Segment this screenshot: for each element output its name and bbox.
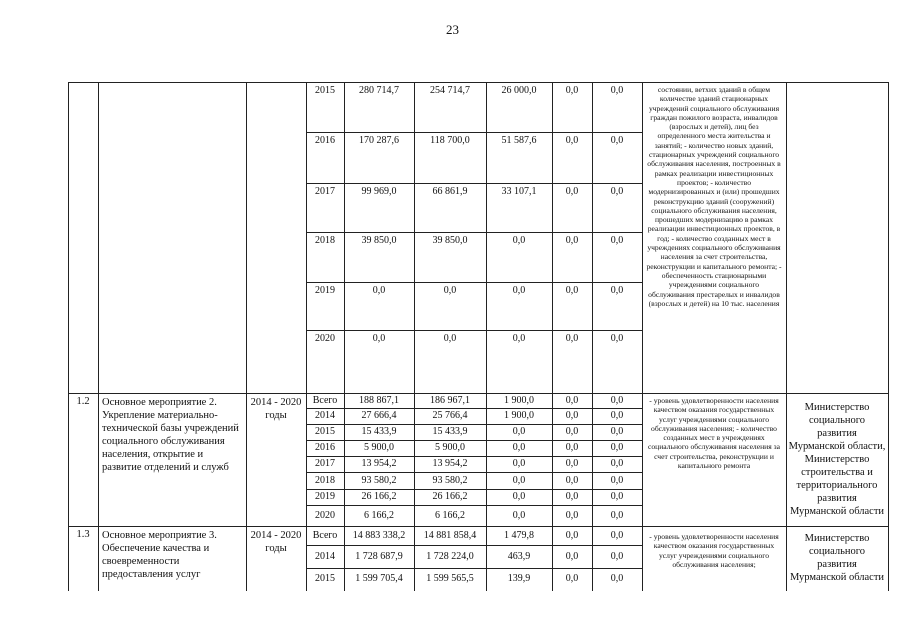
amount-cell: 0,0 [610,85,624,96]
amount-cell: 99 969,0 [361,186,397,197]
amount-cell: 0,0 [565,333,579,344]
amount-cell: 26 000,0 [501,85,537,96]
amount-cell: 0,0 [512,509,526,521]
column-border [642,82,643,591]
amount-cell: 0,0 [372,285,386,296]
column-border [246,82,247,591]
amount-cell: 0,0 [565,474,579,486]
activity-name: Основное мероприятие 2. Укрепление материально-технической базы учреждений социального обслуживания населения, открытие и развитие отделений и служб [102,397,239,473]
amount-cell: 15 433,9 [432,426,468,437]
amount-cell: 0,0 [565,529,579,541]
amount-cell: 139,9 [507,573,531,584]
year-cell: 2017 [315,186,335,197]
amount-cell: 6 166,2 [435,509,465,521]
indicator-text: - уровень удовлетворенности населения качеством оказания государственных услуг учреждениями социального обслуживания населения; - количество созданных мест в учреждениях социального обслуживания населения за счет строительства, реконструкции и капитального ремонта [648,396,780,471]
amount-cell: 6 166,2 [364,509,394,521]
amount-cell: 0,0 [610,285,624,296]
row-border [306,183,643,184]
row-border [306,568,643,569]
row-border [306,440,643,441]
row-border [68,526,889,527]
amount-cell: 13 954,2 [432,458,468,469]
activity-name: Основное мероприятие 3. Обеспечение качества и своевременности предоставления услуг [102,530,217,580]
amount-cell: 26 166,2 [432,491,468,502]
amount-cell: 0,0 [443,333,457,344]
column-border [888,82,889,591]
amount-cell: 1 599 565,5 [426,573,474,584]
year-cell: 2016 [315,135,335,146]
row-border [306,132,643,133]
amount-cell: 254 714,7 [430,85,470,96]
amount-cell: 0,0 [565,426,579,437]
year-cell: 2020 [315,333,335,344]
amount-cell: 1 479,8 [504,529,534,541]
indicator-text: - уровень удовлетворенности населения качеством оказания государственных услуг учреждениями социального обслуживания населения; [649,532,779,569]
amount-cell: 0,0 [565,491,579,502]
amount-cell: 0,0 [565,573,579,584]
amount-cell: 0,0 [610,235,624,246]
row-border [306,424,643,425]
amount-cell: 0,0 [610,442,624,453]
year-cell: Всего [312,394,338,406]
amount-cell: 26 166,2 [361,491,397,502]
amount-cell: 0,0 [565,550,579,562]
year-cell: 2014 [315,550,335,562]
amount-cell: 5 900,0 [435,442,465,453]
amount-cell: 0,0 [565,285,579,296]
amount-cell: 0,0 [512,426,526,437]
column-border [786,82,787,591]
year-cell: Всего [312,529,338,541]
amount-cell: 0,0 [565,394,579,406]
amount-cell: 27 666,4 [361,410,397,421]
amount-cell: 1 900,0 [504,410,534,421]
amount-cell: 0,0 [610,529,624,541]
amount-cell: 0,0 [565,235,579,246]
amount-cell: 14 883 338,2 [352,529,406,541]
row-border [306,505,643,506]
amount-cell: 118 700,0 [430,135,470,146]
amount-cell: 188 867,1 [359,394,399,406]
amount-cell: 0,0 [565,509,579,521]
amount-cell: 0,0 [512,458,526,469]
year-cell: 2015 [315,573,335,584]
amount-cell: 39 850,0 [361,235,397,246]
amount-cell: 1 728 224,0 [426,550,474,562]
amount-cell: 0,0 [565,85,579,96]
amount-cell: 1 728 687,9 [355,550,403,562]
amount-cell: 463,9 [507,550,531,562]
amount-cell: 0,0 [610,410,624,421]
column-border [68,82,69,591]
amount-cell: 66 861,9 [432,186,468,197]
amount-cell: 93 580,2 [361,474,397,486]
page-number: 23 [446,22,459,37]
amount-cell: 0,0 [610,474,624,486]
amount-cell: 0,0 [565,135,579,146]
amount-cell: 0,0 [610,333,624,344]
amount-cell: 0,0 [512,333,526,344]
year-cell: 2017 [315,458,335,469]
amount-cell: 0,0 [372,333,386,344]
indicator-text: состоянии, ветхих зданий в общем количестве зданий стационарных учреждений социального обслуживания граждан пожилого возраста, инвалидов (взрослых и детей), лиц без определенного места жительства и занятий; - количество новых зданий, стационарных учреждений социального обслуживания населения, построенных в рамках реализации инвестиционных проектов; - количество модернизированных и (или) прошедших реконструкцию зданий (сооружений) социального обслуживания населения, прошедших модернизацию в рамках реализации инвестиционных проектов, в год; - количество созданных мест в учреждениях социального обслуживания населения за счет строительства, реконструкции и капитального ремонта; - обеспеченность стационарными учреждениями социального обслуживания престарелых и инвалидов (взрослых и детей) на 10 тыс. населения [646,85,782,308]
amount-cell: 33 107,1 [501,186,537,197]
amount-cell: 0,0 [512,235,526,246]
amount-cell: 15 433,9 [361,426,397,437]
year-cell: 2018 [315,235,335,246]
year-cell: 2016 [315,442,335,453]
amount-cell: 0,0 [610,550,624,562]
year-cell: 2015 [315,426,335,437]
amount-cell: 186 967,1 [430,394,470,406]
amount-cell: 0,0 [512,285,526,296]
amount-cell: 0,0 [565,442,579,453]
amount-cell: 0,0 [512,474,526,486]
amount-cell: 0,0 [565,186,579,197]
amount-cell: 0,0 [512,442,526,453]
row-border [306,456,643,457]
executor: Министерство социального развития Мурманской области, Министерство строительства и территориального развития Мурманской области [788,402,886,517]
year-cell: 2020 [315,509,335,521]
amount-cell: 0,0 [565,410,579,421]
row-border [306,330,643,331]
amount-cell: 0,0 [610,186,624,197]
amount-cell: 1 599 705,4 [355,573,403,584]
amount-cell: 0,0 [610,573,624,584]
amount-cell: 25 766,4 [432,410,468,421]
year-cell: 2019 [315,285,335,296]
executor: Министерство социального развития Мурманской области [789,533,885,583]
row-border [306,545,643,546]
amount-cell: 1 900,0 [504,394,534,406]
amount-cell: 14 881 858,4 [423,529,477,541]
year-cell: 2015 [315,85,335,96]
amount-cell: 280 714,7 [359,85,399,96]
row-border [306,408,643,409]
amount-cell: 0,0 [610,491,624,502]
year-cell: 2019 [315,491,335,502]
amount-cell: 170 287,6 [359,135,399,146]
amount-cell: 51 587,6 [501,135,537,146]
amount-cell: 93 580,2 [432,474,468,486]
row-number: 1.2 [76,396,90,407]
row-number: 1.3 [76,529,90,540]
amount-cell: 39 850,0 [432,235,468,246]
amount-cell: 13 954,2 [361,458,397,469]
amount-cell: 5 900,0 [364,442,394,453]
amount-cell: 0,0 [512,491,526,502]
amount-cell: 0,0 [610,394,624,406]
amount-cell: 0,0 [443,285,457,296]
amount-cell: 0,0 [610,426,624,437]
period: 2014 - 2020 годы [250,530,302,554]
amount-cell: 0,0 [610,135,624,146]
row-border [306,232,643,233]
year-cell: 2018 [315,474,335,486]
column-border [98,82,99,591]
amount-cell: 0,0 [610,458,624,469]
row-border [68,82,889,83]
amount-cell: 0,0 [565,458,579,469]
period: 2014 - 2020 годы [250,397,302,421]
amount-cell: 0,0 [610,509,624,521]
row-border [306,472,643,473]
year-cell: 2014 [315,410,335,421]
row-border [306,489,643,490]
row-border [306,282,643,283]
